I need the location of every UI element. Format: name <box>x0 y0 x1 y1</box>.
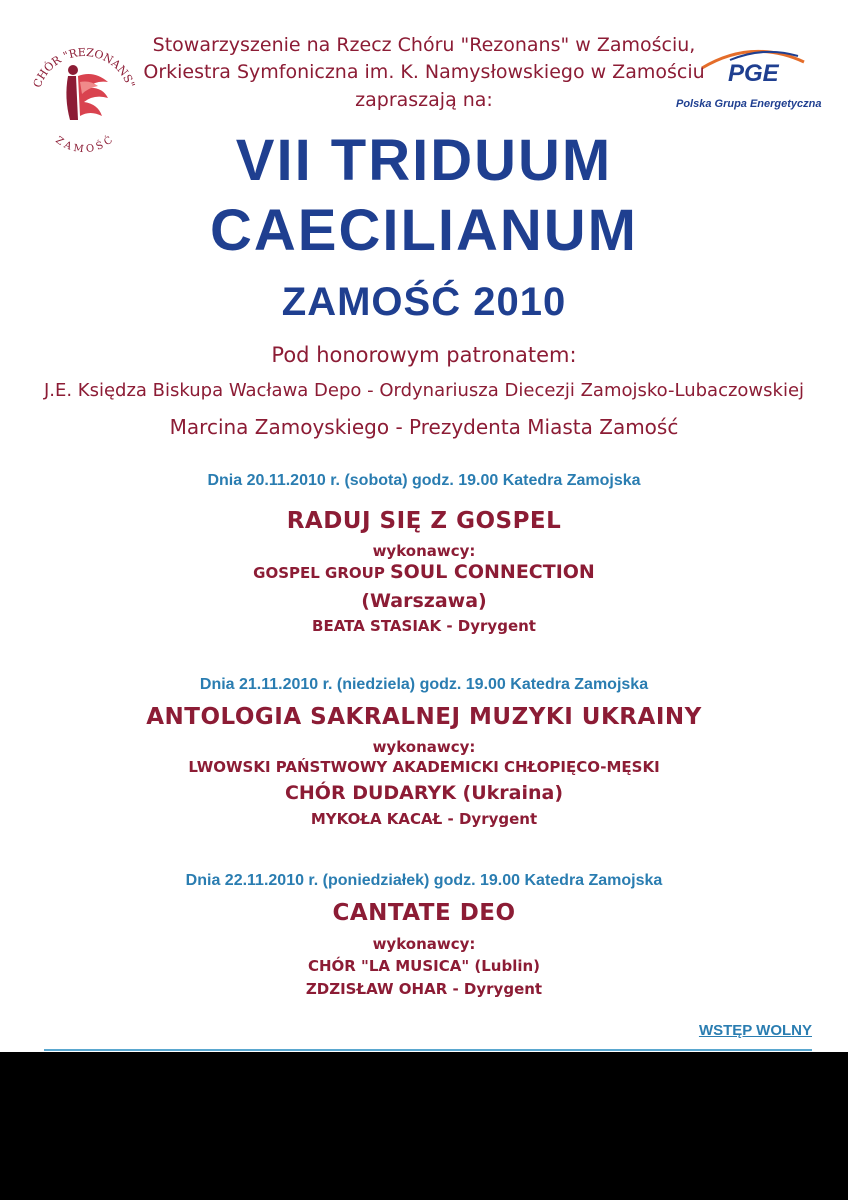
conductor-name: BEATA STASIAK <box>312 617 442 635</box>
conductor-role: - Dyrygent <box>447 980 543 998</box>
conductor-role: - Dyrygent <box>442 810 538 828</box>
performer-name: SOUL CONNECTION <box>389 561 595 583</box>
performers-label: wykonawcy: <box>372 738 476 756</box>
performer-city: (Warszawa) <box>361 590 487 612</box>
free-entry-note: WSTĘP WOLNY <box>698 1022 812 1039</box>
event-date: Dnia 22.11.2010 r. (poniedziałek) godz. 19.00 Katedra Zamojska <box>185 872 663 889</box>
event-title: RADUJ SIĘ Z GOSPEL <box>286 508 562 534</box>
event-title: ANTOLOGIA SAKRALNEJ MUZYKI UKRAINY <box>146 704 702 730</box>
organizer-line: Stowarzyszenie na Rzecz Chóru "Rezonans" w Zamościu, <box>152 34 696 56</box>
conductor <box>0 617 848 635</box>
performer-name: CHÓR DUDARYK (Ukraina) <box>284 782 564 804</box>
event-date: Dnia 21.11.2010 r. (niedziela) godz. 19.00 Katedra Zamojska <box>199 676 649 693</box>
patron-bishop: J.E. Księdza Biskupa Wacława Depo - Ordynariusza Diecezji Zamojsko-Lubaczowskiej <box>43 380 805 401</box>
pge-logo-text: PGE <box>728 60 779 87</box>
festival-title-line-1: VII TRIDUUM <box>235 128 613 193</box>
festival-title-line-2: CAECILIANUM <box>210 198 638 263</box>
black-band <box>0 1052 848 1200</box>
event-date: Dnia 20.11.2010 r. (sobota) godz. 19.00 Katedra Zamojska <box>207 472 641 489</box>
conductor <box>0 810 848 828</box>
divider <box>44 1049 812 1051</box>
conductor <box>0 980 848 998</box>
performer <box>0 561 848 583</box>
conductor-name: ZDZISŁAW OHAR <box>305 980 448 998</box>
choir-logo-top-text: CHÓR "REZONANS" <box>30 45 138 90</box>
performer-prefix: GOSPEL GROUP <box>253 564 385 582</box>
organizer-line: Orkiestra Symfoniczna im. K. Namysłowskiego w Zamościu <box>143 61 705 83</box>
performers-label: wykonawcy: <box>372 542 476 560</box>
choir-logo-bottom-text: Z A M O Ś Ć <box>53 134 115 154</box>
performer: LWOWSKI PAŃSTWOWY AKADEMICKI CHŁOPIĘCO-MĘSKI <box>188 758 660 776</box>
patron-mayor: Marcina Zamoyskiego - Prezydenta Miasta Zamość <box>169 415 679 439</box>
pge-logo-subtitle: Polska Grupa Energetyczna <box>676 98 822 110</box>
invite-line: zapraszają na: <box>355 89 493 111</box>
conductor-role: - Dyrygent <box>441 617 536 635</box>
festival-subtitle: ZAMOŚĆ 2010 <box>281 280 567 324</box>
conductor-name: MYKOŁA KACAŁ <box>310 810 443 828</box>
performer-city: (Lublin) <box>469 957 541 975</box>
patronage-heading: Pod honorowym patronatem: <box>271 343 577 367</box>
performer-name: CHÓR "LA MUSICA" <box>307 957 470 975</box>
performer <box>0 957 848 975</box>
performers-label: wykonawcy: <box>372 935 476 953</box>
event-title: CANTATE DEO <box>332 900 516 926</box>
